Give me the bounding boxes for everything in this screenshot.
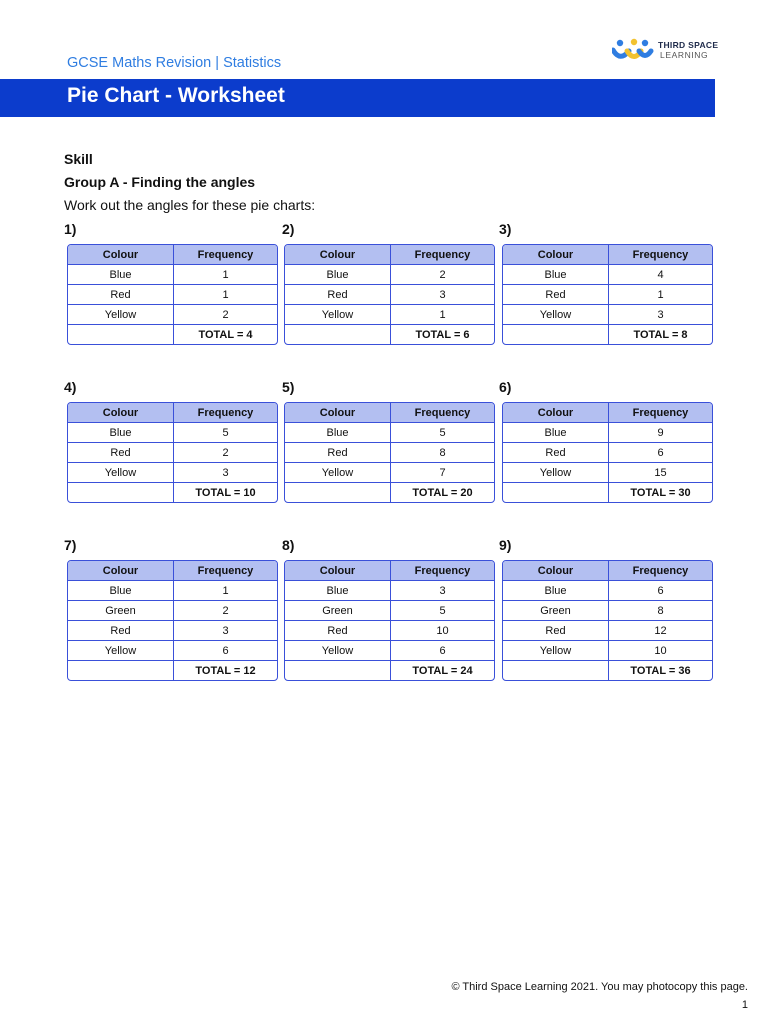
frequency-cell: 5 [391, 601, 494, 621]
colour-cell: Red [503, 621, 609, 641]
total-row [503, 661, 712, 680]
page-number: 1 [741, 999, 748, 1011]
total-row [68, 483, 277, 502]
frequency-table [67, 402, 278, 503]
frequency-cell: 3 [391, 581, 494, 601]
third-space-learning-logo [612, 38, 724, 64]
frequency-cell: 3 [609, 305, 712, 325]
colour-header: Colour [503, 245, 609, 265]
empty-cell [68, 661, 174, 680]
frequency-cell: 2 [174, 601, 277, 621]
frequency-table [502, 560, 713, 681]
question-number: 8) [282, 537, 295, 553]
frequency-header: Frequency [609, 561, 712, 581]
table-row [503, 621, 712, 641]
frequency-table [284, 402, 495, 503]
table-row [285, 265, 494, 285]
frequency-header: Frequency [174, 403, 277, 423]
total-row [503, 483, 712, 502]
question-number: 5) [282, 379, 295, 395]
total-row [68, 325, 277, 344]
frequency-header: Frequency [391, 561, 494, 581]
colour-cell: Red [503, 443, 609, 463]
table-header-row [503, 561, 712, 581]
table-header-row [68, 403, 277, 423]
total-cell: TOTAL = 4 [198, 328, 253, 341]
frequency-cell: 3 [391, 285, 494, 305]
table-row [68, 423, 277, 443]
question-number: 3) [499, 221, 512, 237]
frequency-cell: 12 [609, 621, 712, 641]
table-row [68, 463, 277, 483]
table-header-row [503, 403, 712, 423]
empty-cell [503, 483, 609, 502]
colour-cell: Green [503, 601, 609, 621]
frequency-cell: 5 [174, 423, 277, 443]
total-row [285, 483, 494, 502]
total-cell: TOTAL = 20 [412, 486, 473, 499]
frequency-header: Frequency [609, 245, 712, 265]
colour-cell: Blue [285, 265, 391, 285]
colour-cell: Blue [285, 581, 391, 601]
copyright-notice: © Third Space Learning 2021. You may photocopy this page. [451, 981, 748, 993]
frequency-table [67, 560, 278, 681]
frequency-table [502, 402, 713, 503]
colour-header: Colour [285, 245, 391, 265]
frequency-cell: 1 [391, 305, 494, 325]
frequency-table [284, 560, 495, 681]
colour-cell: Red [285, 621, 391, 641]
frequency-header: Frequency [391, 245, 494, 265]
colour-cell: Yellow [68, 463, 174, 483]
colour-cell: Red [285, 285, 391, 305]
colour-header: Colour [285, 561, 391, 581]
table-header-row [68, 245, 277, 265]
total-cell: TOTAL = 24 [412, 664, 473, 677]
question-number: 7) [64, 537, 77, 553]
colour-cell: Yellow [503, 641, 609, 661]
table-row [68, 305, 277, 325]
logo-name: THIRD SPACE [658, 40, 719, 50]
frequency-cell: 3 [174, 463, 277, 483]
total-cell: TOTAL = 36 [630, 664, 691, 677]
colour-header: Colour [68, 403, 174, 423]
table-row [68, 581, 277, 601]
frequency-cell: 1 [174, 285, 277, 305]
frequency-cell: 5 [391, 423, 494, 443]
frequency-cell: 6 [391, 641, 494, 661]
empty-cell [68, 483, 174, 502]
frequency-cell: 3 [174, 621, 277, 641]
frequency-table [67, 244, 278, 345]
frequency-cell: 2 [391, 265, 494, 285]
table-row [503, 463, 712, 483]
colour-cell: Yellow [503, 305, 609, 325]
colour-cell: Yellow [285, 463, 391, 483]
colour-cell: Blue [503, 265, 609, 285]
table-row [503, 265, 712, 285]
frequency-cell: 9 [609, 423, 712, 443]
colour-cell: Blue [68, 423, 174, 443]
frequency-cell: 6 [609, 581, 712, 601]
table-row [68, 641, 277, 661]
question-number: 4) [64, 379, 77, 395]
total-cell: TOTAL = 10 [195, 486, 256, 499]
colour-cell: Yellow [503, 463, 609, 483]
frequency-table [284, 244, 495, 345]
total-row [285, 325, 494, 344]
total-row [285, 661, 494, 680]
frequency-cell: 4 [609, 265, 712, 285]
question-number: 9) [499, 537, 512, 553]
table-row [285, 641, 494, 661]
frequency-cell: 8 [391, 443, 494, 463]
frequency-cell: 8 [609, 601, 712, 621]
frequency-header: Frequency [174, 561, 277, 581]
table-row [285, 443, 494, 463]
table-row [503, 285, 712, 305]
colour-cell: Blue [68, 581, 174, 601]
colour-cell: Blue [503, 581, 609, 601]
table-header-row [285, 403, 494, 423]
total-row [503, 325, 712, 344]
logo-icon [612, 38, 656, 64]
empty-cell [68, 325, 174, 344]
frequency-table [502, 244, 713, 345]
table-row [285, 305, 494, 325]
frequency-header: Frequency [609, 403, 712, 423]
colour-header: Colour [68, 561, 174, 581]
table-row [503, 423, 712, 443]
table-row [285, 581, 494, 601]
frequency-cell: 2 [174, 443, 277, 463]
frequency-cell: 2 [174, 305, 277, 325]
empty-cell [285, 483, 391, 502]
empty-cell [285, 325, 391, 344]
colour-cell: Red [68, 621, 174, 641]
total-cell: TOTAL = 6 [415, 328, 470, 341]
colour-header: Colour [285, 403, 391, 423]
frequency-header: Frequency [174, 245, 277, 265]
total-cell: TOTAL = 12 [195, 664, 256, 677]
question-number: 2) [282, 221, 295, 237]
colour-cell: Red [68, 285, 174, 305]
frequency-cell: 15 [609, 463, 712, 483]
table-row [503, 601, 712, 621]
table-row [285, 621, 494, 641]
group-heading: Group A - Finding the angles [64, 174, 256, 190]
frequency-cell: 10 [609, 641, 712, 661]
question-number: 1) [64, 221, 77, 237]
empty-cell [285, 661, 391, 680]
table-header-row [503, 245, 712, 265]
colour-cell: Yellow [285, 305, 391, 325]
frequency-cell: 10 [391, 621, 494, 641]
table-row [503, 641, 712, 661]
colour-cell: Green [285, 601, 391, 621]
total-cell: TOTAL = 8 [633, 328, 688, 341]
total-cell: TOTAL = 30 [630, 486, 691, 499]
colour-cell: Blue [285, 423, 391, 443]
frequency-cell: 7 [391, 463, 494, 483]
total-row [68, 661, 277, 680]
colour-header: Colour [68, 245, 174, 265]
page-title: Pie Chart - Worksheet [67, 84, 285, 107]
frequency-cell: 6 [609, 443, 712, 463]
instruction-text: Work out the angles for these pie charts: [64, 197, 316, 213]
table-row [68, 601, 277, 621]
frequency-cell: 1 [174, 581, 277, 601]
table-row [68, 621, 277, 641]
table-row [285, 285, 494, 305]
table-row [285, 601, 494, 621]
table-header-row [285, 245, 494, 265]
table-row [68, 443, 277, 463]
empty-cell [503, 325, 609, 344]
table-row [68, 265, 277, 285]
frequency-header: Frequency [391, 403, 494, 423]
colour-header: Colour [503, 403, 609, 423]
frequency-cell: 1 [174, 265, 277, 285]
empty-cell [503, 661, 609, 680]
table-row [285, 463, 494, 483]
table-header-row [285, 561, 494, 581]
colour-cell: Red [68, 443, 174, 463]
page-subtitle: GCSE Maths Revision | Statistics [67, 55, 282, 71]
table-row [503, 581, 712, 601]
frequency-cell: 6 [174, 641, 277, 661]
colour-cell: Yellow [68, 641, 174, 661]
colour-cell: Green [68, 601, 174, 621]
title-banner [0, 79, 715, 117]
table-row [503, 305, 712, 325]
colour-cell: Red [503, 285, 609, 305]
colour-cell: Red [285, 443, 391, 463]
table-row [285, 423, 494, 443]
colour-cell: Blue [503, 423, 609, 443]
frequency-cell: 1 [609, 285, 712, 305]
colour-cell: Yellow [285, 641, 391, 661]
table-header-row [68, 561, 277, 581]
colour-cell: Blue [68, 265, 174, 285]
table-row [503, 443, 712, 463]
colour-header: Colour [503, 561, 609, 581]
question-number: 6) [499, 379, 512, 395]
colour-cell: Yellow [68, 305, 174, 325]
table-row [68, 285, 277, 305]
logo-sub: LEARNING [660, 50, 709, 60]
skill-heading: Skill [64, 151, 93, 167]
